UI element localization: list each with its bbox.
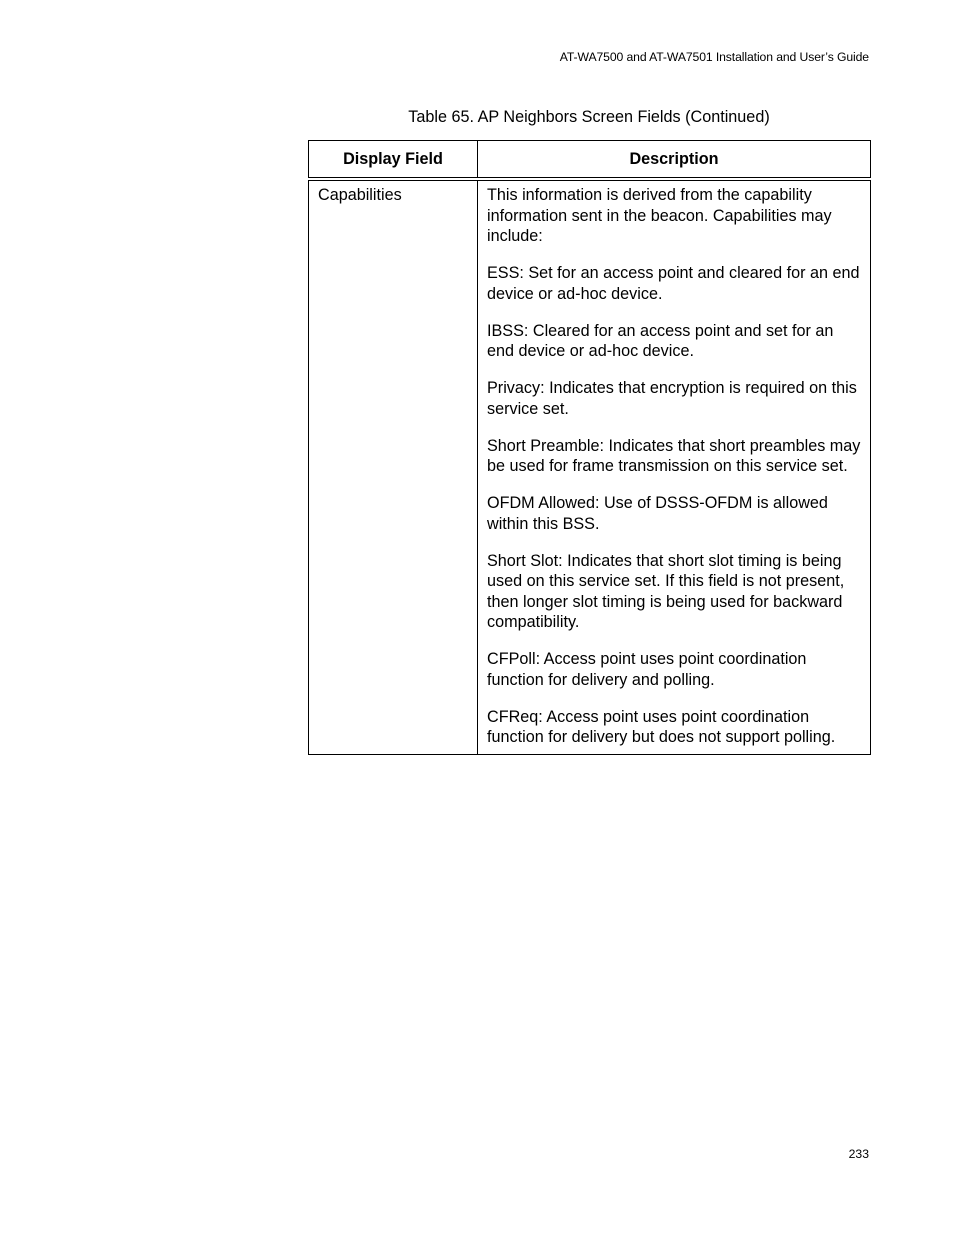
column-header-description: Description [478,141,871,180]
description-paragraph: CFPoll: Access point uses point coordination function for delivery and polling. [487,650,807,689]
description-paragraph: Short Slot: Indicates that short slot timing is being used on this service set. If this field is not present, then longer slot timing is being used for backward compatibility. [487,551,845,631]
table-header-row [309,141,871,180]
description-paragraph: OFDM Allowed: Use of DSSS-OFDM is allowed within this BSS. [487,494,828,533]
table-caption: Table 65. AP Neighbors Screen Fields (Continued) [408,108,770,126]
running-header: AT-WA7500 and AT-WA7501 Installation and User’s Guide [559,50,869,64]
description-paragraph: Privacy: Indicates that encryption is required on this service set. [487,379,857,418]
description-cell [478,179,871,754]
table-row [309,179,871,754]
description-paragraph: Short Preamble: Indicates that short preambles may be used for frame transmission on this service set. [487,436,861,475]
column-header-display-field: Display Field [309,141,478,180]
description-paragraph: This information is derived from the capability information sent in the beacon. Capabilities may include: [487,186,832,245]
fields-table [308,140,871,755]
description-paragraph: ESS: Set for an access point and cleared for an end device or ad-hoc device. [487,264,860,303]
description-paragraph: IBSS: Cleared for an access point and set for an end device or ad-hoc device. [487,321,834,360]
page-number: 233 [848,1147,869,1161]
display-field-cell: Capabilities [309,179,478,754]
description-paragraph: CFReq: Access point uses point coordination function for delivery but does not support polling. [487,707,836,746]
